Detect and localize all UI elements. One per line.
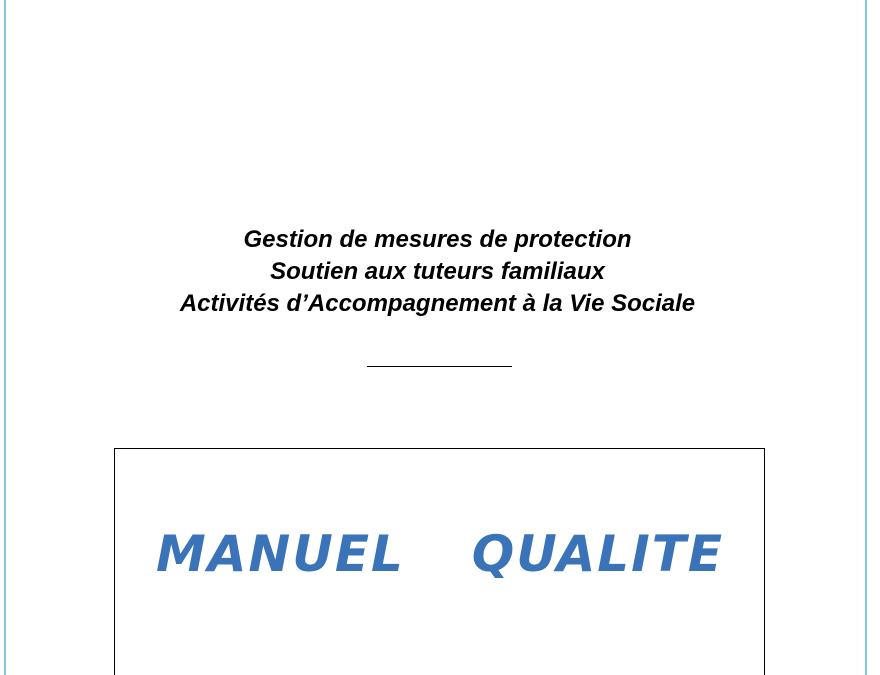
subtitle-block bbox=[0, 224, 875, 320]
subtitle-line-accompagnement: Activités d’Accompagnement à la Vie Sociale bbox=[179, 290, 696, 317]
subtitle-line-protection: Gestion de mesures de protection bbox=[243, 226, 632, 253]
subtitle-line-tuteurs: Soutien aux tuteurs familiaux bbox=[270, 258, 605, 285]
separator-line bbox=[367, 366, 512, 367]
document-title: MANUEL QUALITE bbox=[155, 525, 724, 583]
